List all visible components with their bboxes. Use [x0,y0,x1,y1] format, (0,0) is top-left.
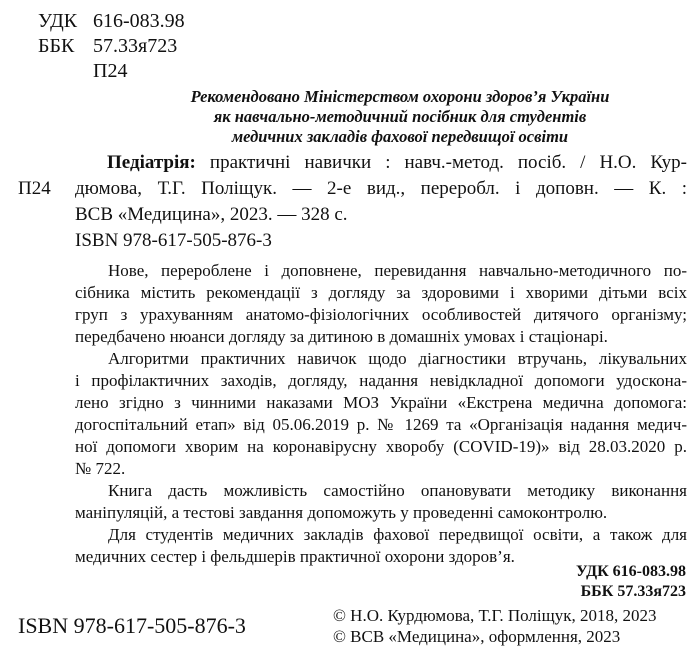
annotation-line: груп з урахуванням анатомо-фізіологічних особливостей дитячого організму; [75,305,687,324]
annotation-line: лено згідно з чинними наказами МОЗ України «Екстрена медична допомога: [75,393,687,412]
annotation-line: передбачено нюанси догляду за дитиною в домашніх умовах і стаціонарі. [75,327,608,346]
bib-author-mark: П24 [18,178,51,199]
copyright-authors: © Н.О. Курдюмова, Т.Г. Поліщук, 2018, 2023 [333,606,657,625]
bib-line-2: дюмова, Т.Г. Поліщук. — 2-е вид., переробл. і доповн. — К. : [75,178,687,199]
footer-udk: УДК 616-083.98 [575,563,686,580]
author-mark: П24 [93,60,128,82]
udk-label: УДК [38,10,78,32]
annotation-line: Алгоритми практичних навичок щодо діагностики втручань, лікувальних [108,349,687,368]
recommendation-line: медичних закладів фахової передвищої освіти [231,127,569,146]
bib-line-3: ВСВ «Медицина», 2023. — 328 с. [75,204,348,225]
annotation-line: маніпуляцій, а тестові завдання допоможуть у проведенні самоконтролю. [75,503,608,522]
bbk-label: ББК [38,35,75,57]
bib-line-1 [107,150,687,175]
udk-value: 616-083.98 [93,10,185,32]
annotation-line: догоспітальний етап» від 05.06.2019 р. № 1269 та «Організація надання медич- [75,415,687,434]
book-title: Педіатрія: [107,152,196,173]
footer-bbk: ББК 57.33я723 [580,583,686,600]
bib-text: практичні навички : навч.-метод. посіб. / Н.О. Кур- [195,152,687,173]
bib-isbn: ISBN 978-617-505-876-3 [75,230,272,251]
annotation-line: Для студентів медичних закладів фахової передвищої освіти, а також для [108,525,687,544]
annotation-line: Нове, перероблене і доповнене, перевидання навчально-методичного по- [108,261,687,280]
footer-isbn: ISBN 978-617-505-876-3 [18,613,246,638]
annotation-line: медичних сестер і фельдшерів практичної охорони здоров’я. [75,547,515,566]
bbk-value: 57.33я723 [93,35,178,57]
recommendation-line: Рекомендовано Міністерством охорони здоров’я України [190,87,610,106]
annotation-line: Книга дасть можливість самостійно опановувати методику виконання [108,481,687,500]
annotation-line: ної допомоги хворим на коронавірусну хворобу (COVID-19)» від 28.03.2020 р. [75,437,687,456]
annotation-line: № 722. [75,459,126,478]
annotation-line: сібника містить рекомендації з догляду за здоровими і хворими дітьми всіх [75,283,687,302]
recommendation-line: як навчально-методичний посібник для студентів [213,107,587,126]
annotation-line: і профілактичних заходів, догляду, надання невідкладної допомоги удоскона- [75,371,687,390]
copyright-publisher: © ВСВ «Медицина», оформлення, 2023 [333,627,621,646]
